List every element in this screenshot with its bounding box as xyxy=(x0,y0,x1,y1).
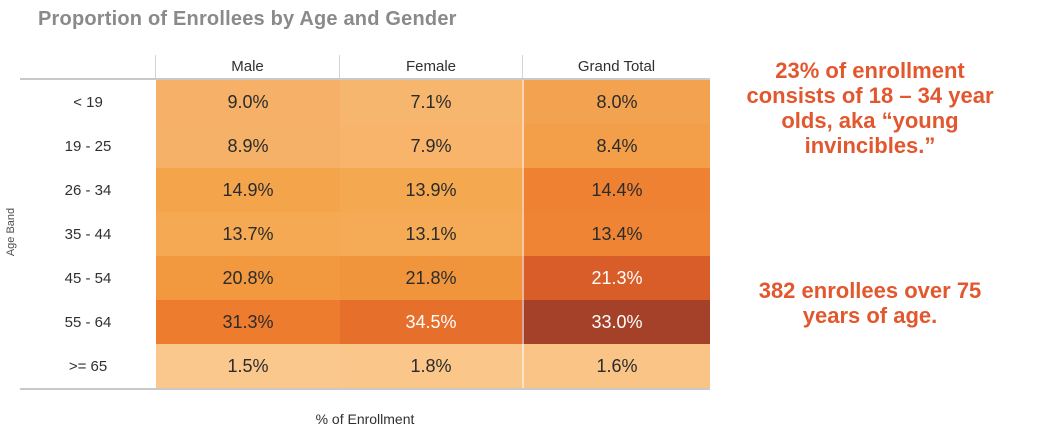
age-band-row-label: 55 - 64 xyxy=(20,300,156,344)
annotation-young-invincibles xyxy=(698,58,1042,158)
heatmap-table xyxy=(20,55,710,390)
heatmap-cell[interactable]: 20.8% xyxy=(156,256,340,300)
age-band-row-label: 45 - 54 xyxy=(20,256,156,300)
heatmap-cell[interactable]: 1.6% xyxy=(522,344,710,388)
annotation-line: 23% of enrollment xyxy=(775,58,965,83)
heatmap-cell[interactable]: 7.9% xyxy=(340,124,522,168)
heatmap-cell[interactable]: 13.4% xyxy=(522,212,710,256)
heatmap-cell[interactable]: 8.9% xyxy=(156,124,340,168)
table-row xyxy=(20,124,710,168)
heatmap-cell[interactable]: 13.7% xyxy=(156,212,340,256)
age-band-row-label: 19 - 25 xyxy=(20,124,156,168)
annotation-line: invincibles.” xyxy=(804,133,936,158)
table-row xyxy=(20,344,710,388)
table-header-row xyxy=(20,55,710,78)
column-header-male[interactable]: Male xyxy=(156,55,340,78)
heatmap-cell[interactable]: 13.9% xyxy=(340,168,522,212)
table-body xyxy=(20,78,710,390)
heatmap-cell[interactable]: 13.1% xyxy=(340,212,522,256)
heatmap-cell[interactable]: 34.5% xyxy=(340,300,522,344)
table-row xyxy=(20,300,710,344)
heatmap-cell[interactable]: 1.8% xyxy=(340,344,522,388)
annotation-over-75 xyxy=(698,278,1042,328)
heatmap-cell[interactable]: 21.3% xyxy=(522,256,710,300)
x-axis-caption: % of Enrollment xyxy=(315,411,415,427)
heatmap-cell[interactable]: 9.0% xyxy=(156,80,340,124)
table-row xyxy=(20,80,710,124)
heatmap-cell[interactable]: 33.0% xyxy=(522,300,710,344)
table-row xyxy=(20,256,710,300)
heatmap-cell[interactable]: 8.4% xyxy=(522,124,710,168)
chart-title: Proportion of Enrollees by Age and Gender xyxy=(38,8,457,30)
y-axis-label-age-band: Age Band xyxy=(5,207,17,257)
table-row xyxy=(20,168,710,212)
heatmap-cell[interactable]: 31.3% xyxy=(156,300,340,344)
corner-cell xyxy=(20,55,156,78)
heatmap-cell[interactable]: 21.8% xyxy=(340,256,522,300)
column-header-female[interactable]: Female xyxy=(405,58,457,75)
heatmap-cell[interactable]: 14.4% xyxy=(522,168,710,212)
annotation-line: 382 enrollees over 75 xyxy=(758,278,982,303)
column-header-grand-total[interactable]: Grand Total xyxy=(522,55,710,78)
heatmap-cell[interactable]: 1.5% xyxy=(156,344,340,388)
age-band-row-label: 26 - 34 xyxy=(20,168,156,212)
heatmap-cell[interactable]: 14.9% xyxy=(156,168,340,212)
heatmap-cell[interactable]: 8.0% xyxy=(522,80,710,124)
age-band-row-label: >= 65 xyxy=(20,344,156,388)
annotation-line: years of age. xyxy=(802,303,938,328)
table-row xyxy=(20,212,710,256)
age-band-row-label: 35 - 44 xyxy=(20,212,156,256)
annotation-line: olds, aka “young xyxy=(781,108,959,133)
annotation-line: consists of 18 – 34 year xyxy=(746,83,994,108)
heatmap-cell[interactable]: 7.1% xyxy=(340,80,522,124)
age-band-row-label: < 19 xyxy=(20,80,156,124)
